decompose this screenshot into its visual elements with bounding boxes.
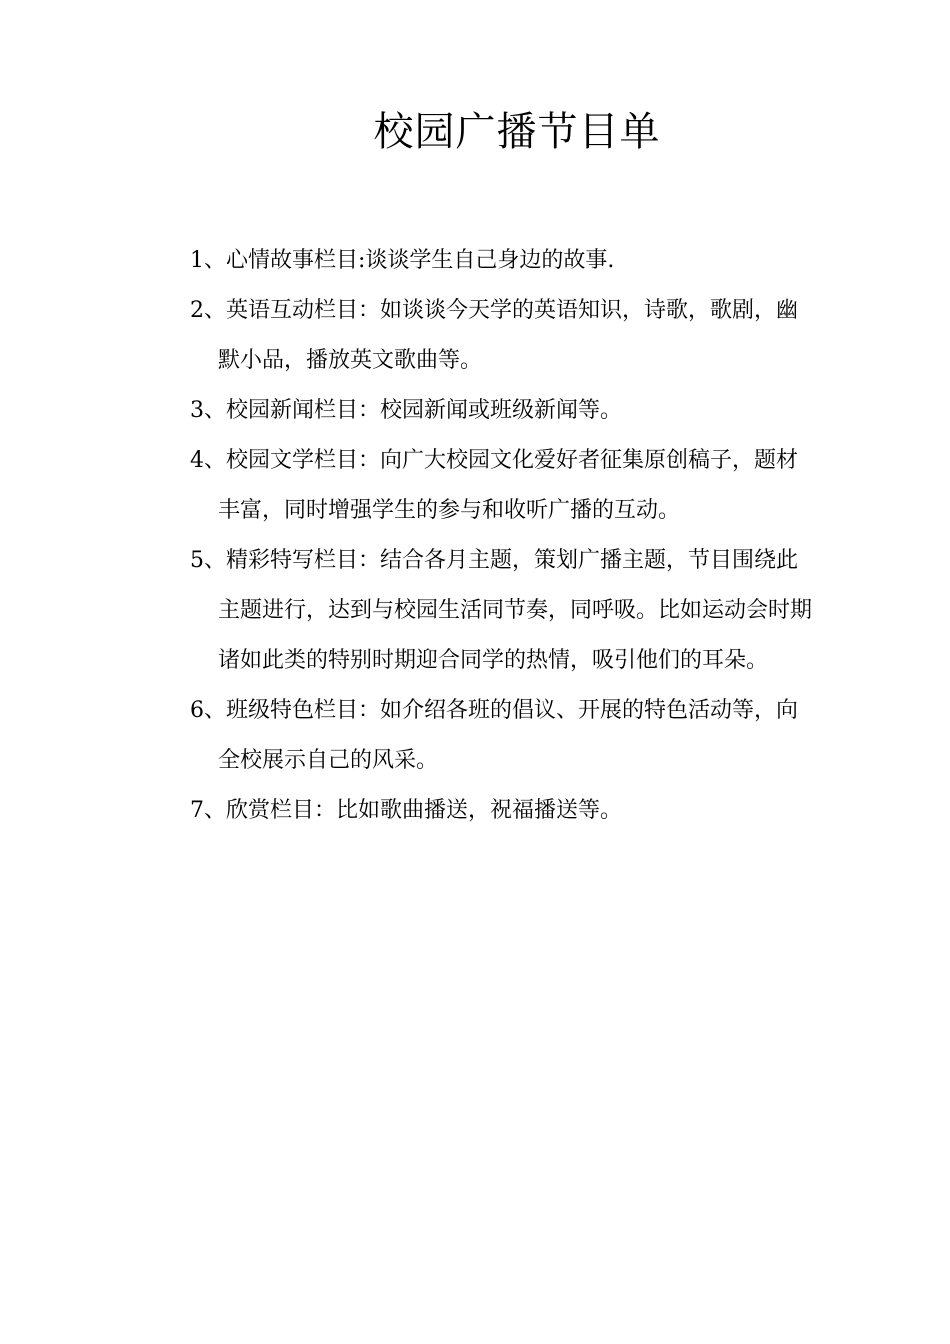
item-text: 精彩特写栏目：结合各月主题，策划广播主题，节目围绕此主题进行，达到与校园生活同节奏，同呼吸。比如运动会时期诸如此类的特别时期迎合同学的热情，吸引他们的耳朵。	[218, 548, 813, 673]
item-number: 4、	[190, 448, 226, 473]
program-list	[190, 236, 815, 836]
program-item-5	[190, 536, 815, 686]
program-item-4	[190, 436, 815, 536]
item-number: 5、	[190, 548, 226, 573]
document-title: 校园广播节目单	[373, 109, 661, 155]
item-text: 心情故事栏目:谈谈学生自己身边的故事.	[226, 248, 615, 273]
item-number: 2、	[190, 298, 226, 323]
item-text: 欣赏栏目：比如歌曲播送，祝福播送等。	[226, 798, 623, 823]
item-number: 7、	[190, 798, 226, 823]
item-number: 3、	[190, 398, 226, 423]
program-item-6	[190, 686, 815, 786]
item-text: 英语互动栏目：如谈谈今天学的英语知识，诗歌，歌剧，幽默小品，播放英文歌曲等。	[218, 298, 799, 373]
item-number: 1、	[190, 248, 226, 273]
item-number: 6、	[190, 698, 226, 723]
program-item-7	[190, 786, 815, 836]
program-item-1	[190, 236, 815, 286]
item-text: 班级特色栏目：如介绍各班的倡议、开展的特色活动等，向全校展示自己的风采。	[218, 698, 799, 773]
program-item-3	[190, 386, 815, 436]
item-text: 校园新闻栏目：校园新闻或班级新闻等。	[226, 398, 623, 423]
item-text: 校园文学栏目：向广大校园文化爱好者征集原创稿子，题材丰富，同时增强学生的参与和收听广播的互动。	[218, 448, 799, 523]
program-item-2	[190, 286, 815, 386]
